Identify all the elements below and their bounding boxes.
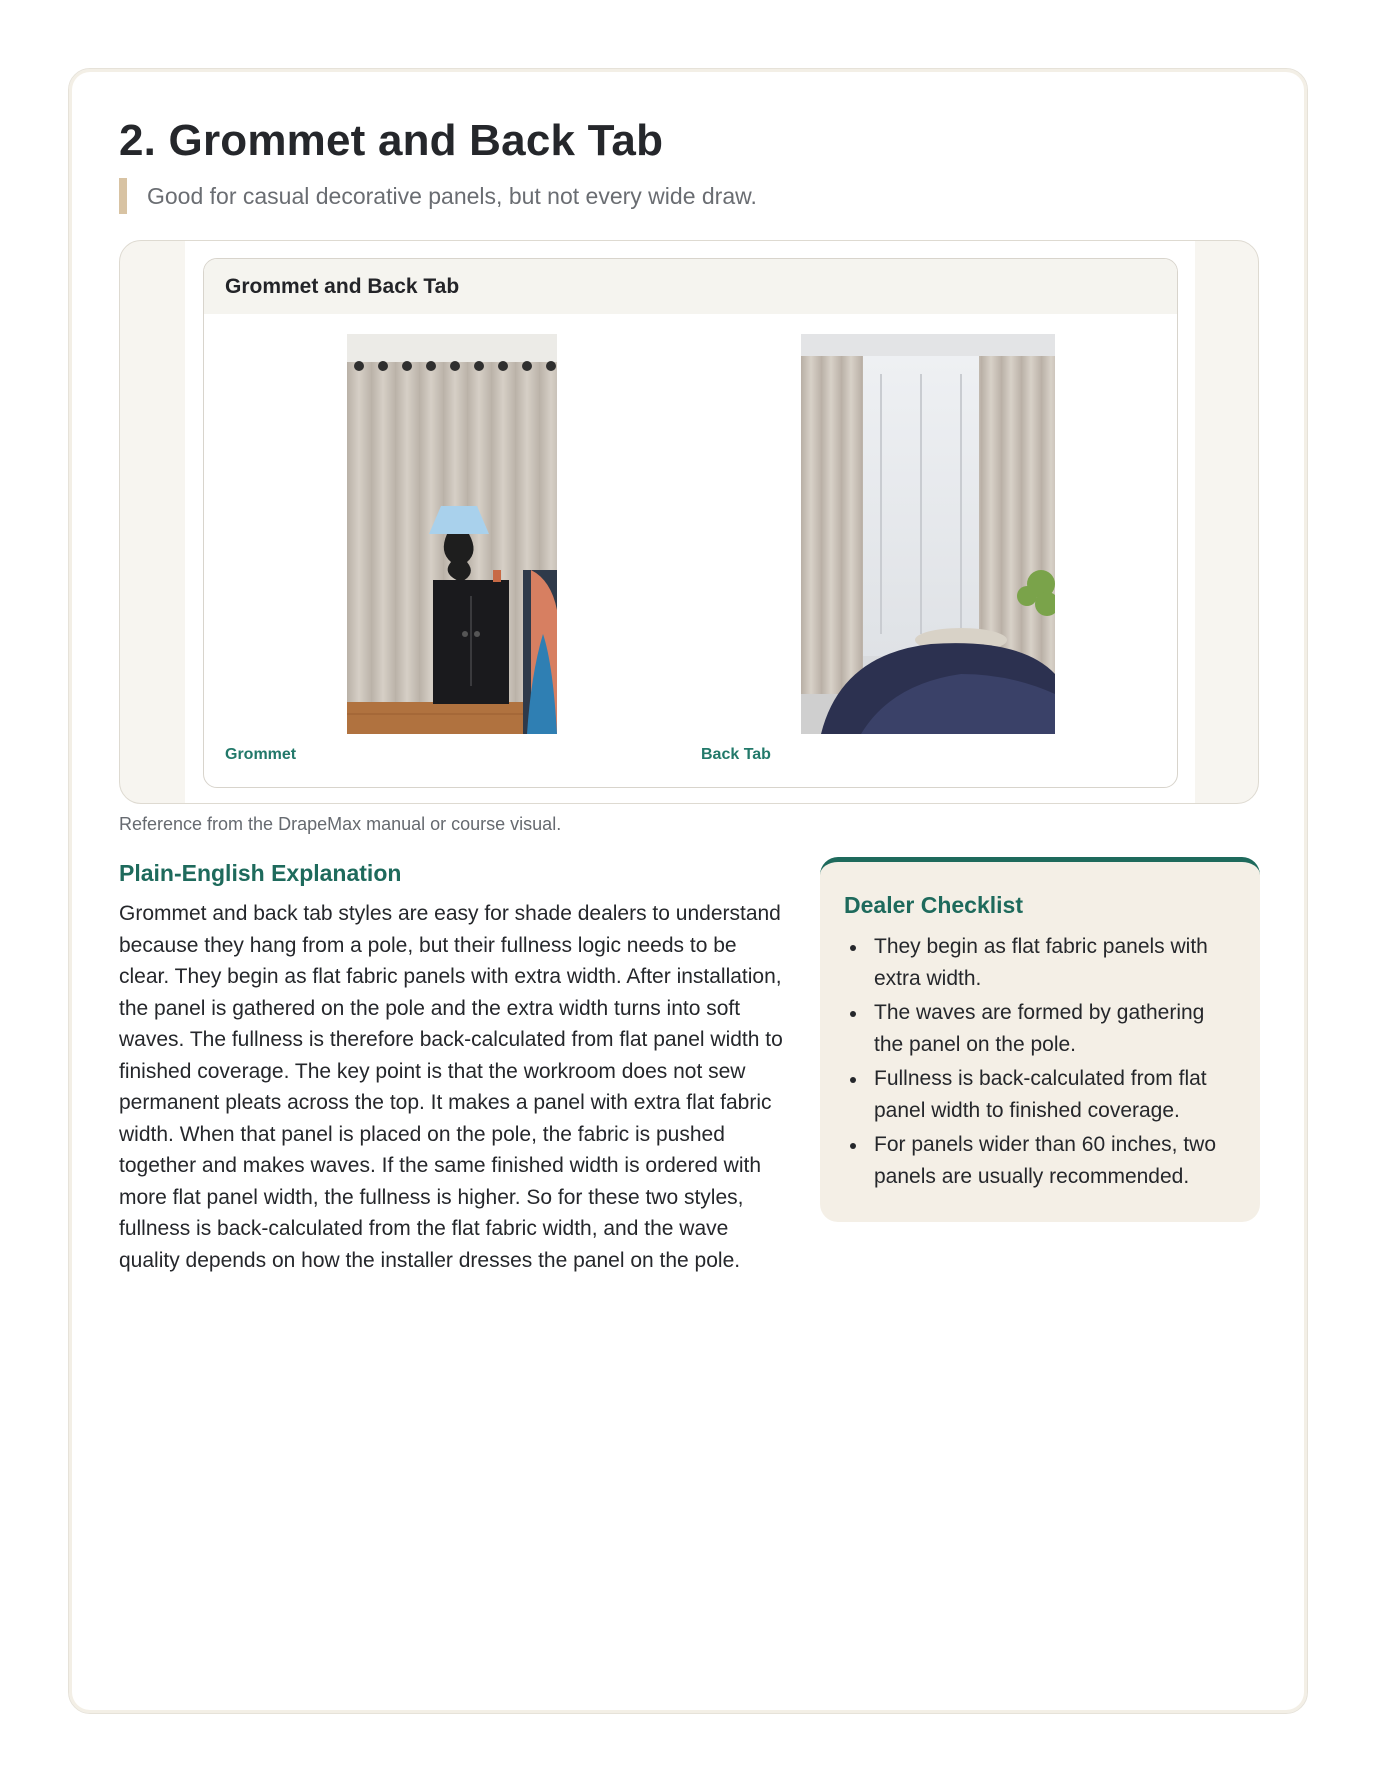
back-tab-caption: Back Tab [701, 746, 771, 763]
checklist-item: The waves are formed by gathering the panel on the pole. [844, 997, 1236, 1060]
subtitle-accent-bar [119, 178, 127, 214]
grommet-curtain-photo-icon [347, 334, 557, 734]
explanation-body: Grommet and back tab styles are easy for shade dealers to understand because they hang from a pole, but their fullness logic needs to be clear. They begin as flat fabric panels with extra width. After installation, the panel is gathered on the pole and the extra width turns into soft waves. The fullness is therefore back-calculated from flat panel width to finished coverage. The key point is that the workroom does not sew permanent pleats across the top. It makes a panel with extra flat fabric width. When that panel is placed on the pole, the fabric is pushed together and makes waves. If the same finished width is ordered with more flat panel width, the fullness is higher. So for these two styles, fullness is back-calculated from the flat fabric width, and the wave quality depends on how the installer dresses the panel on the pole. [119, 902, 783, 1272]
grommet-caption: Grommet [225, 746, 297, 763]
figure-reference-note: Reference from the DrapeMax manual or course visual. [119, 814, 562, 834]
checklist-item: Fullness is back-calculated from flat panel width to finished coverage. [844, 1063, 1236, 1126]
checklist-item: They begin as flat fabric panels with extra width. [844, 931, 1236, 994]
figure-card [203, 258, 1178, 788]
back-tab-curtain-photo-icon [801, 334, 1055, 734]
explanation-heading: Plain-English Explanation [119, 860, 402, 886]
dealer-checklist [820, 857, 1260, 1222]
checklist-title: Dealer Checklist [844, 892, 1023, 918]
subtitle-block [119, 178, 757, 214]
figure-frame [119, 240, 1259, 804]
grommet-photo [347, 334, 557, 734]
back-tab-photo [801, 334, 1055, 734]
checklist-item: For panels wider than 60 inches, two panels are usually recommended. [844, 1129, 1236, 1192]
checklist-list [844, 931, 1236, 1192]
page-title: 2. Grommet and Back Tab [119, 116, 664, 165]
page-subtitle: Good for casual decorative panels, but not every wide draw. [147, 182, 757, 209]
figure-heading: Grommet and Back Tab [204, 259, 1177, 314]
